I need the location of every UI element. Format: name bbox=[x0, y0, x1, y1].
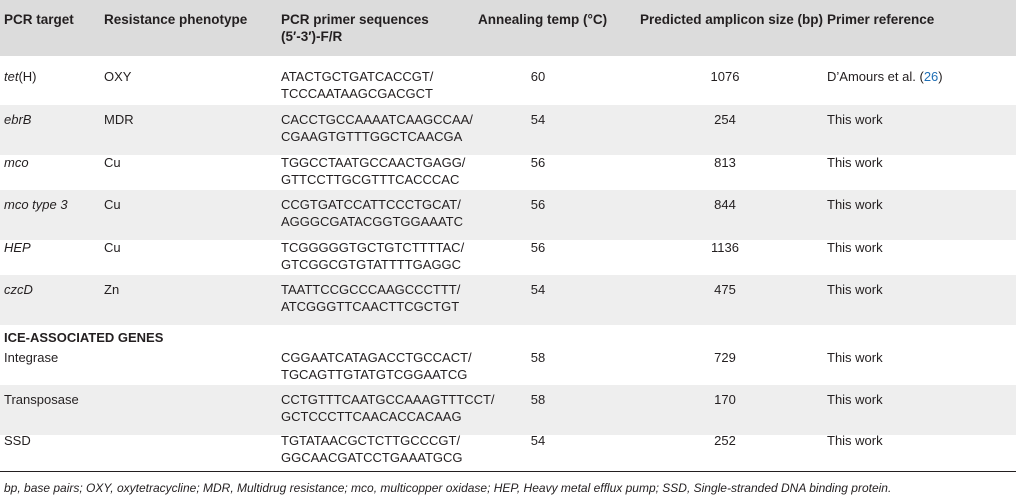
cell-amplicon-size: 252 bbox=[714, 433, 736, 448]
cell-phenotype: Cu bbox=[104, 155, 121, 170]
cell-pcr-target: ebrB bbox=[4, 112, 32, 127]
cell-amplicon-size: 170 bbox=[714, 392, 736, 407]
cell-primer-forward: CACCTGCCAAAATCAAGCCAA/ bbox=[281, 112, 473, 127]
cell-amplicon-size: 844 bbox=[714, 197, 736, 212]
cell-amplicon-size: 813 bbox=[714, 155, 736, 170]
cell-primer-reverse: GTTCCTTGCGTTTCACCCAC bbox=[281, 172, 460, 187]
cell-primer-reference: This work bbox=[827, 155, 883, 170]
cell-primer-forward: TGGCCTAATGCCAACTGAGG/ bbox=[281, 155, 466, 170]
cell-annealing-temp: 56 bbox=[530, 240, 546, 255]
cell-annealing-temp: 56 bbox=[530, 155, 546, 170]
table-header bbox=[0, 0, 1016, 56]
cell-pcr-target: Transposase bbox=[4, 392, 79, 407]
cell-pcr-target: tet(H) bbox=[4, 69, 37, 84]
header-resistance-phenotype: Resistance phenotype bbox=[104, 12, 248, 27]
cell-primer-forward: TGTATAACGCTCTTGCCCGT/ bbox=[281, 433, 461, 448]
cell-amplicon-size: 1136 bbox=[711, 240, 739, 255]
cell-primer-reverse: TCCCAATAAGCGACGCT bbox=[281, 86, 433, 101]
header-annealing-temp: Annealing temp (°C) bbox=[478, 12, 608, 27]
table-footnote: bp, base pairs; OXY, oxytetracycline; MDR, Multidrug resistance; mco, multicopper oxidase; HEP, Heavy metal efflux pump; SSD, Single-stranded DNA binding protein. bbox=[4, 481, 892, 495]
header-amplicon-size: Predicted amplicon size (bp) bbox=[640, 12, 824, 27]
cell-primer-reference: This work bbox=[827, 433, 883, 448]
cell-phenotype: MDR bbox=[104, 112, 134, 127]
cell-primer-reverse: AGGGCGATACGGTGGAAATC bbox=[281, 214, 464, 229]
cell-primer-reverse: CGAAGTGTTTGGCTCAACGA bbox=[281, 129, 463, 144]
header-primer-sequences: PCR primer sequences bbox=[281, 12, 429, 27]
cell-primer-forward: CCTGTTTCAATGCCAAAGTTTCCT/ bbox=[281, 392, 495, 407]
header-primer-reference: Primer reference bbox=[827, 12, 935, 27]
header-pcr-target: PCR target bbox=[4, 12, 74, 27]
cell-annealing-temp: 56 bbox=[530, 197, 546, 212]
cell-primer-reverse: GTCGGCGTGTATTTTGAGGC bbox=[281, 257, 462, 272]
header-primer-direction: (5′-3′)-F/R bbox=[281, 29, 343, 44]
cell-amplicon-size: 729 bbox=[714, 350, 736, 365]
cell-amplicon-size: 1076 bbox=[710, 69, 740, 84]
cell-primer-reference: This work bbox=[827, 240, 883, 255]
cell-pcr-target: HEP bbox=[4, 240, 31, 255]
cell-phenotype: Cu bbox=[104, 240, 121, 255]
cell-annealing-temp: 54 bbox=[530, 112, 546, 127]
cell-primer-forward: CCGTGATCCATTCCCTGCAT/ bbox=[281, 197, 461, 212]
cell-primer-reference: This work bbox=[827, 392, 883, 407]
cell-pcr-target: czcD bbox=[4, 282, 33, 297]
cell-phenotype: OXY bbox=[104, 69, 132, 84]
table-row bbox=[0, 275, 1016, 325]
cell-primer-forward: TAATTCCGCCCAAGCCCTTT/ bbox=[281, 282, 461, 297]
cell-primer-reference: This work bbox=[827, 112, 883, 127]
table-row bbox=[0, 428, 1016, 470]
cell-phenotype: Cu bbox=[104, 197, 121, 212]
cell-annealing-temp: 58 bbox=[530, 392, 546, 407]
cell-primer-forward: ATACTGCTGATCACCGT/ bbox=[281, 69, 434, 84]
cell-primer-reverse: GCTCCCTTCAACACCACAAG bbox=[281, 409, 462, 424]
cell-primer-reference: This work bbox=[827, 197, 883, 212]
cell-annealing-temp: 58 bbox=[530, 350, 546, 365]
cell-pcr-target: Integrase bbox=[4, 350, 59, 365]
footnote-divider bbox=[0, 471, 1016, 472]
section-label: ICE-ASSOCIATED GENES bbox=[4, 330, 164, 345]
cell-primer-forward: CGGAATCATAGACCTGCCACT/ bbox=[281, 350, 472, 365]
cell-annealing-temp: 60 bbox=[530, 69, 546, 84]
cell-primer-reference: This work bbox=[827, 282, 883, 297]
cell-primer-reverse: TGCAGTTGTATGTCGGAATCG bbox=[281, 367, 468, 382]
cell-pcr-target: SSD bbox=[4, 433, 31, 448]
cell-annealing-temp: 54 bbox=[530, 433, 546, 448]
cell-primer-reference: This work bbox=[827, 350, 883, 365]
cell-primer-forward: TCGGGGGTGCTGTCTTTTAC/ bbox=[281, 240, 465, 255]
cell-amplicon-size: 475 bbox=[714, 282, 736, 297]
cell-phenotype: Zn bbox=[104, 282, 120, 297]
cell-pcr-target: mco type 3 bbox=[4, 197, 68, 212]
cell-pcr-target: mco bbox=[4, 155, 29, 170]
cell-primer-reverse: GGCAACGATCCTGAAATGCG bbox=[281, 450, 463, 465]
cell-primer-reference: D’Amours et al. (26) bbox=[827, 69, 943, 84]
reference-link[interactable]: 26 bbox=[923, 69, 939, 84]
cell-primer-reverse: ATCGGGTTCAACTTCGCTGT bbox=[281, 299, 460, 314]
cell-annealing-temp: 54 bbox=[530, 282, 546, 297]
cell-amplicon-size: 254 bbox=[714, 112, 736, 127]
